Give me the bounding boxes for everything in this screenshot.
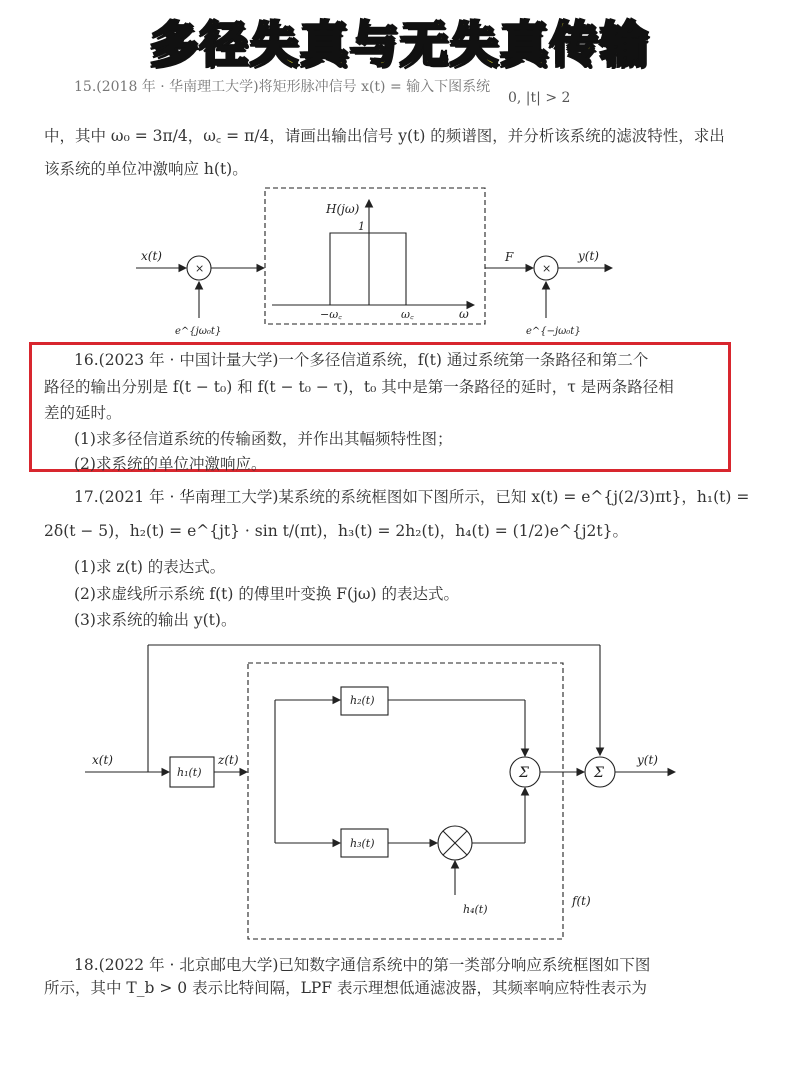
f-system-box (248, 663, 563, 939)
fig1-omega: ω (459, 307, 469, 321)
fig1-xt: x(t) (141, 249, 162, 263)
ideal-filter-rect (330, 233, 406, 305)
fig1-neg-wc: −ω꜀ (320, 308, 342, 321)
q16-line1: 16.(2023 年 · 中国计量大学)一个多径信道系统，f(t) 通过系统第一条路径和第二个 (74, 351, 649, 369)
fig2-h4: h₄(t) (463, 903, 488, 916)
q15-case-line: 0, |t| > 2 (508, 90, 571, 106)
q17-line2: 2δ(t − 5)，h₂(t) = e^{jt} · sin t/(πt)，h₃(t) = 2h₂(t)，h₄(t) = (1/2)e^{j2t}。 (44, 522, 628, 540)
fig1-hjw: H(jω) (326, 202, 360, 216)
fig1-exp-in: e^{jω₀t} (175, 326, 222, 337)
page-title: 多径失真与无失真传输 (149, 17, 650, 73)
times-1: × (195, 262, 205, 275)
q15-line2: 中，其中 ω₀ = 3π/4，ω꜀ = π/4，请画出输出信号 y(t) 的频谱图，并分析该系统的滤波特性，求出 (44, 127, 725, 145)
q15-line3: 该系统的单位冲激响应 h(t)。 (44, 160, 248, 178)
q16-line2: 路径的输出分别是 f(t − t₀) 和 f(t − t₀ − τ)，t₀ 其中是第一条路径的延时，τ 是两条路径相 (44, 378, 674, 396)
q16-item2: (2)求系统的单位冲激响应。 (74, 455, 267, 473)
fig1-F: F (505, 250, 514, 264)
fig2-h2: h₂(t) (350, 694, 375, 707)
fig1-yt: y(t) (578, 249, 599, 263)
q18-line2: 所示，其中 T_b > 0 表示比特间隔，LPF 表示理想低通滤波器，其频率响应特性表示为 (44, 979, 647, 997)
fig1-exp-out: e^{−jω₀t} (526, 326, 581, 337)
q15-partial-line: 15.(2018 年 · 华南理工大学)将矩形脉冲信号 x(t) = 输入下图系统 (74, 79, 491, 95)
times-2: × (542, 262, 552, 275)
sigma-1: Σ (519, 765, 529, 781)
q18-line1: 18.(2022 年 · 北京邮电大学)已知数字通信系统中的第一类部分响应系统框图如下图 (74, 956, 651, 974)
fig2-zt: z(t) (218, 753, 239, 767)
q17-item1: (1)求 z(t) 的表达式。 (74, 558, 226, 576)
sigma-2: Σ (594, 765, 604, 781)
filter-box (265, 188, 485, 324)
q16-item1: (1)求多径信道系统的传输函数，并作出其幅频特性图； (74, 430, 453, 448)
q16-line3: 差的延时。 (44, 404, 122, 422)
fig1-wc: ω꜀ (401, 308, 414, 321)
fig2-yt: y(t) (637, 753, 658, 767)
q17-line1: 17.(2021 年 · 华南理工大学)某系统的系统框图如下图所示，已知 x(t) = e^{j(2/3)πt}，h₁(t) = (74, 488, 750, 506)
fig2-h1: h₁(t) (177, 766, 202, 779)
fig2-h3: h₃(t) (350, 837, 375, 850)
fig2-xt: x(t) (92, 753, 113, 767)
q17-item2: (2)求虚线所示系统 f(t) 的傅里叶变换 F(jω) 的表达式。 (74, 585, 460, 603)
fig2-ft: f(t) (572, 894, 591, 908)
fig1-one: 1 (358, 220, 365, 233)
q17-item3: (3)求系统的输出 y(t)。 (74, 611, 237, 629)
